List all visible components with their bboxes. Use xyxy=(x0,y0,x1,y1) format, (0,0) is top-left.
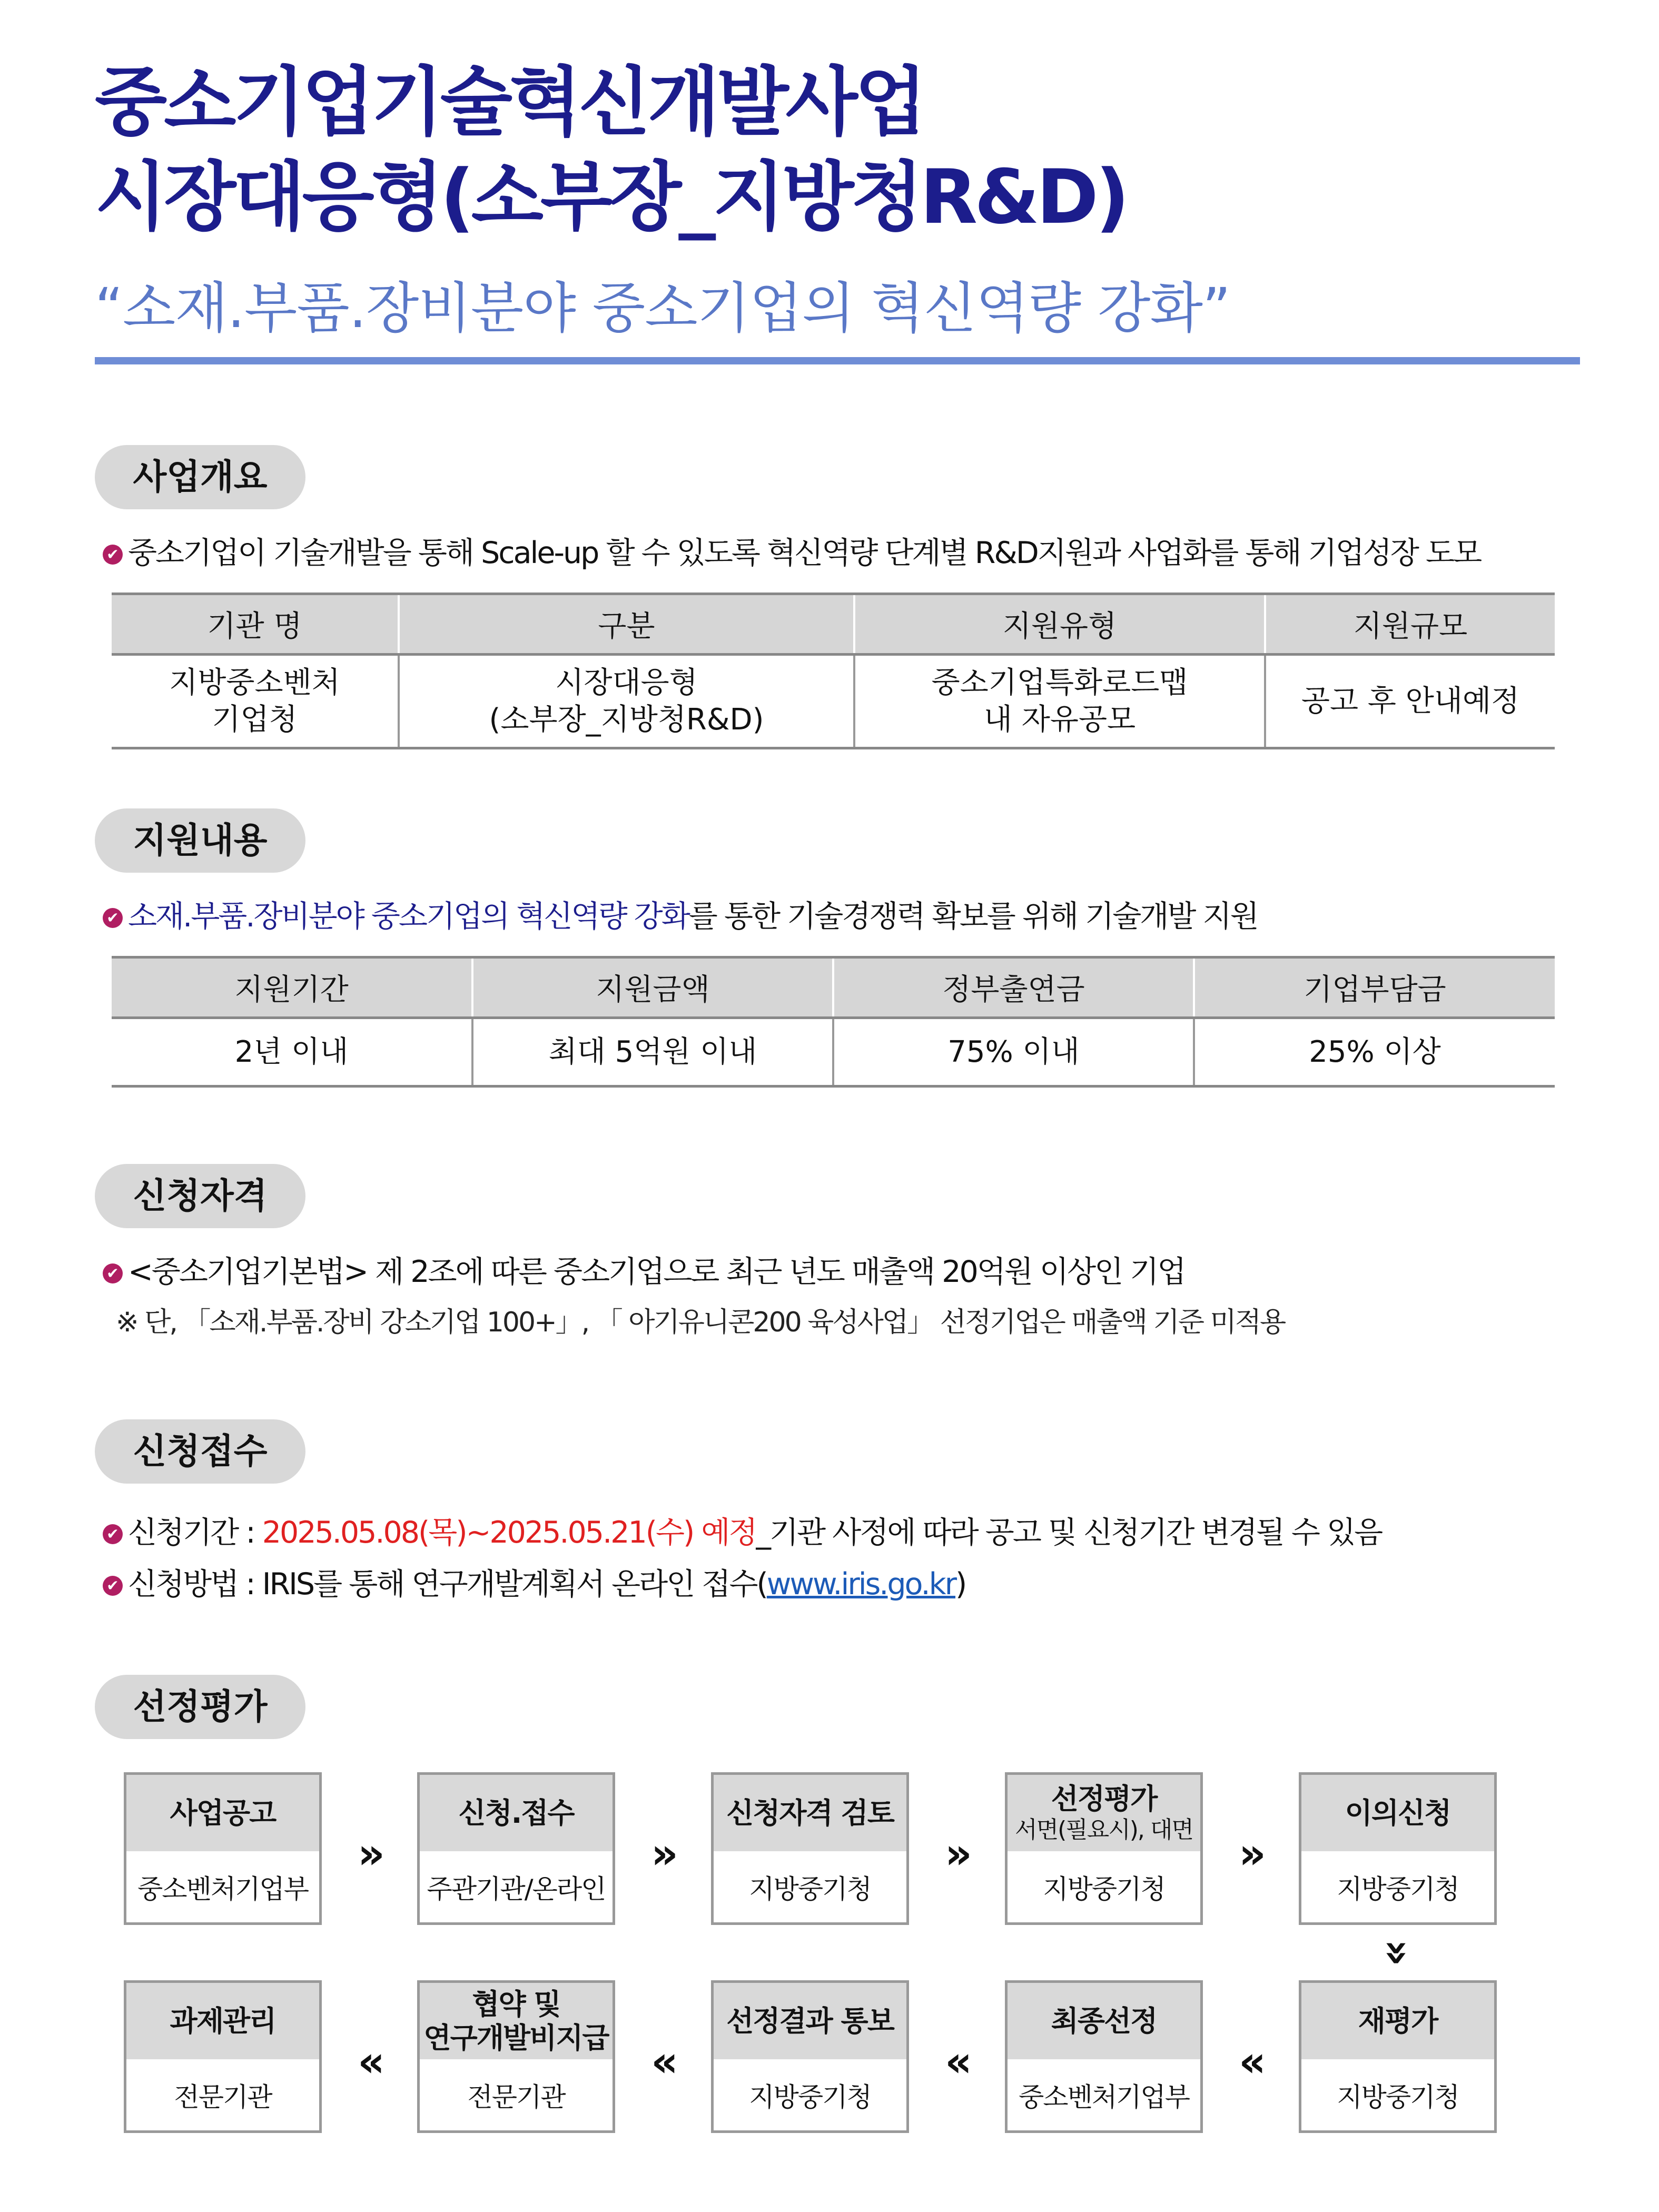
table-header: 기업부담금 xyxy=(1194,957,1555,1018)
table-cell: 25% 이상 xyxy=(1194,1018,1555,1087)
arrow-left-icon: « xyxy=(945,2037,972,2086)
eligibility-bullet xyxy=(103,1251,1184,1293)
header-divider xyxy=(95,357,1580,364)
check-bullet-icon: ✔ xyxy=(103,1524,123,1544)
flow-step-8: 선정결과 통보 지방중기청 xyxy=(711,1980,909,2133)
table-header: 지원금액 xyxy=(472,957,833,1018)
table-header: 정부출연금 xyxy=(833,957,1194,1018)
table-header: 구분 xyxy=(399,594,854,655)
flow-step-9: 협약 및 연구개발비지급 전문기관 xyxy=(417,1980,615,2133)
table-cell: 공고 후 안내예정 xyxy=(1265,655,1555,748)
eligibility-note: ※ 단, 「소재.부품.장비 강소기업 100+」, 「 아기유니콘200 육성사업」 선정기업은 매출액 기준 미적용 xyxy=(116,1307,1285,1338)
section-label-support: 지원내용 xyxy=(95,808,305,873)
application-method: ✔ 신청방법 : IRIS를 통해 연구개발계획서 온라인 접수(www.iris.go.kr) xyxy=(103,1563,965,1605)
arrow-left-icon: « xyxy=(651,2037,678,2086)
arrow-right-icon: » xyxy=(651,1829,678,1878)
application-period: ✔ 신청기간 : 2025.05.08(목)~2025.05.21(수) 예정_기관 사정에 따라 공고 및 신청기간 변경될 수 있음 xyxy=(103,1512,1381,1554)
overview-table xyxy=(112,592,1555,749)
application-period-value: 2025.05.08(목)~2025.05.21(수) 예정 xyxy=(262,1515,756,1550)
overview-bullet xyxy=(103,532,1480,574)
arrow-left-icon: « xyxy=(1239,2037,1266,2086)
arrow-left-icon: « xyxy=(358,2037,385,2086)
table-cell: 2년 이내 xyxy=(112,1018,472,1087)
table-cell: 75% 이내 xyxy=(833,1018,1194,1087)
flow-step-5: 이의신청 지방중기청 xyxy=(1299,1772,1497,1925)
table-cell: 시장대응형 (소부장_지방청R&D) xyxy=(399,655,854,748)
check-bullet-icon: ✔ xyxy=(103,1576,123,1596)
title-line-1: 중소기업기술혁신개발사업 xyxy=(95,59,924,146)
table-cell: 최대 5억원 이내 xyxy=(472,1018,833,1087)
page-subtitle: “소재.부품.장비분야 중소기업의 혁신역량 강화” xyxy=(95,276,1230,340)
table-header: 기관 명 xyxy=(112,594,399,655)
arrow-right-icon: » xyxy=(358,1829,385,1878)
section-label-application: 신청접수 xyxy=(95,1419,305,1484)
arrow-right-icon: » xyxy=(945,1829,972,1878)
table-header: 지원기간 xyxy=(112,957,472,1018)
section-label-overview: 사업개요 xyxy=(95,445,305,509)
check-bullet-icon: ✔ xyxy=(103,908,123,928)
flow-step-10: 과제관리 전문기관 xyxy=(124,1980,322,2133)
table-cell: 지방중소벤처 기업청 xyxy=(112,655,399,748)
flow-step-3: 신청자격 검토 지방중기청 xyxy=(711,1772,909,1925)
support-bullet-text: 를 통한 기술경쟁력 확보를 위해 기술개발 지원 xyxy=(688,899,1258,934)
table-cell: 중소기업특화로드맵 내 자유공모 xyxy=(854,655,1265,748)
arrow-right-icon: » xyxy=(1239,1829,1266,1878)
table-header: 지원규모 xyxy=(1265,594,1555,655)
flow-step-4: 선정평가 서면(필요시), 대면 지방중기청 xyxy=(1005,1772,1203,1925)
check-bullet-icon: ✔ xyxy=(103,545,123,565)
flow-step-1: 사업공고 중소벤처기업부 xyxy=(124,1772,322,1925)
section-label-evaluation: 선정평가 xyxy=(95,1675,305,1739)
support-bullet xyxy=(103,895,1258,937)
title-line-2: 시장대응형(소부장_지방청R&D) xyxy=(95,154,1127,241)
support-table xyxy=(112,956,1555,1088)
support-bullet-highlight: 소재.부품.장비분야 중소기업의 혁신역량 강화 xyxy=(128,899,689,934)
iris-link[interactable]: www.iris.go.kr xyxy=(766,1567,956,1602)
eligibility-bullet-text: <중소기업기본법> 제 2조에 따른 중소기업으로 최근 년도 매출액 20억원 이상인 기업 xyxy=(128,1255,1185,1289)
overview-bullet-text: 중소기업이 기술개발을 통해 Scale-up 할 수 있도록 혁신역량 단계별 R&D지원과 사업화를 통해 기업성장 도모 xyxy=(128,536,1481,570)
check-bullet-icon: ✔ xyxy=(103,1263,123,1283)
page-title xyxy=(95,55,1127,245)
flow-step-6: 재평가 지방중기청 xyxy=(1299,1980,1497,2133)
flow-step-7: 최종선정 중소벤처기업부 xyxy=(1005,1980,1203,2133)
flow-step-2: 신청.접수 주관기관/온라인 xyxy=(417,1772,615,1925)
table-header: 지원유형 xyxy=(854,594,1265,655)
arrow-down-icon: » xyxy=(1374,1939,1423,1967)
section-label-eligibility: 신청자격 xyxy=(95,1164,305,1228)
